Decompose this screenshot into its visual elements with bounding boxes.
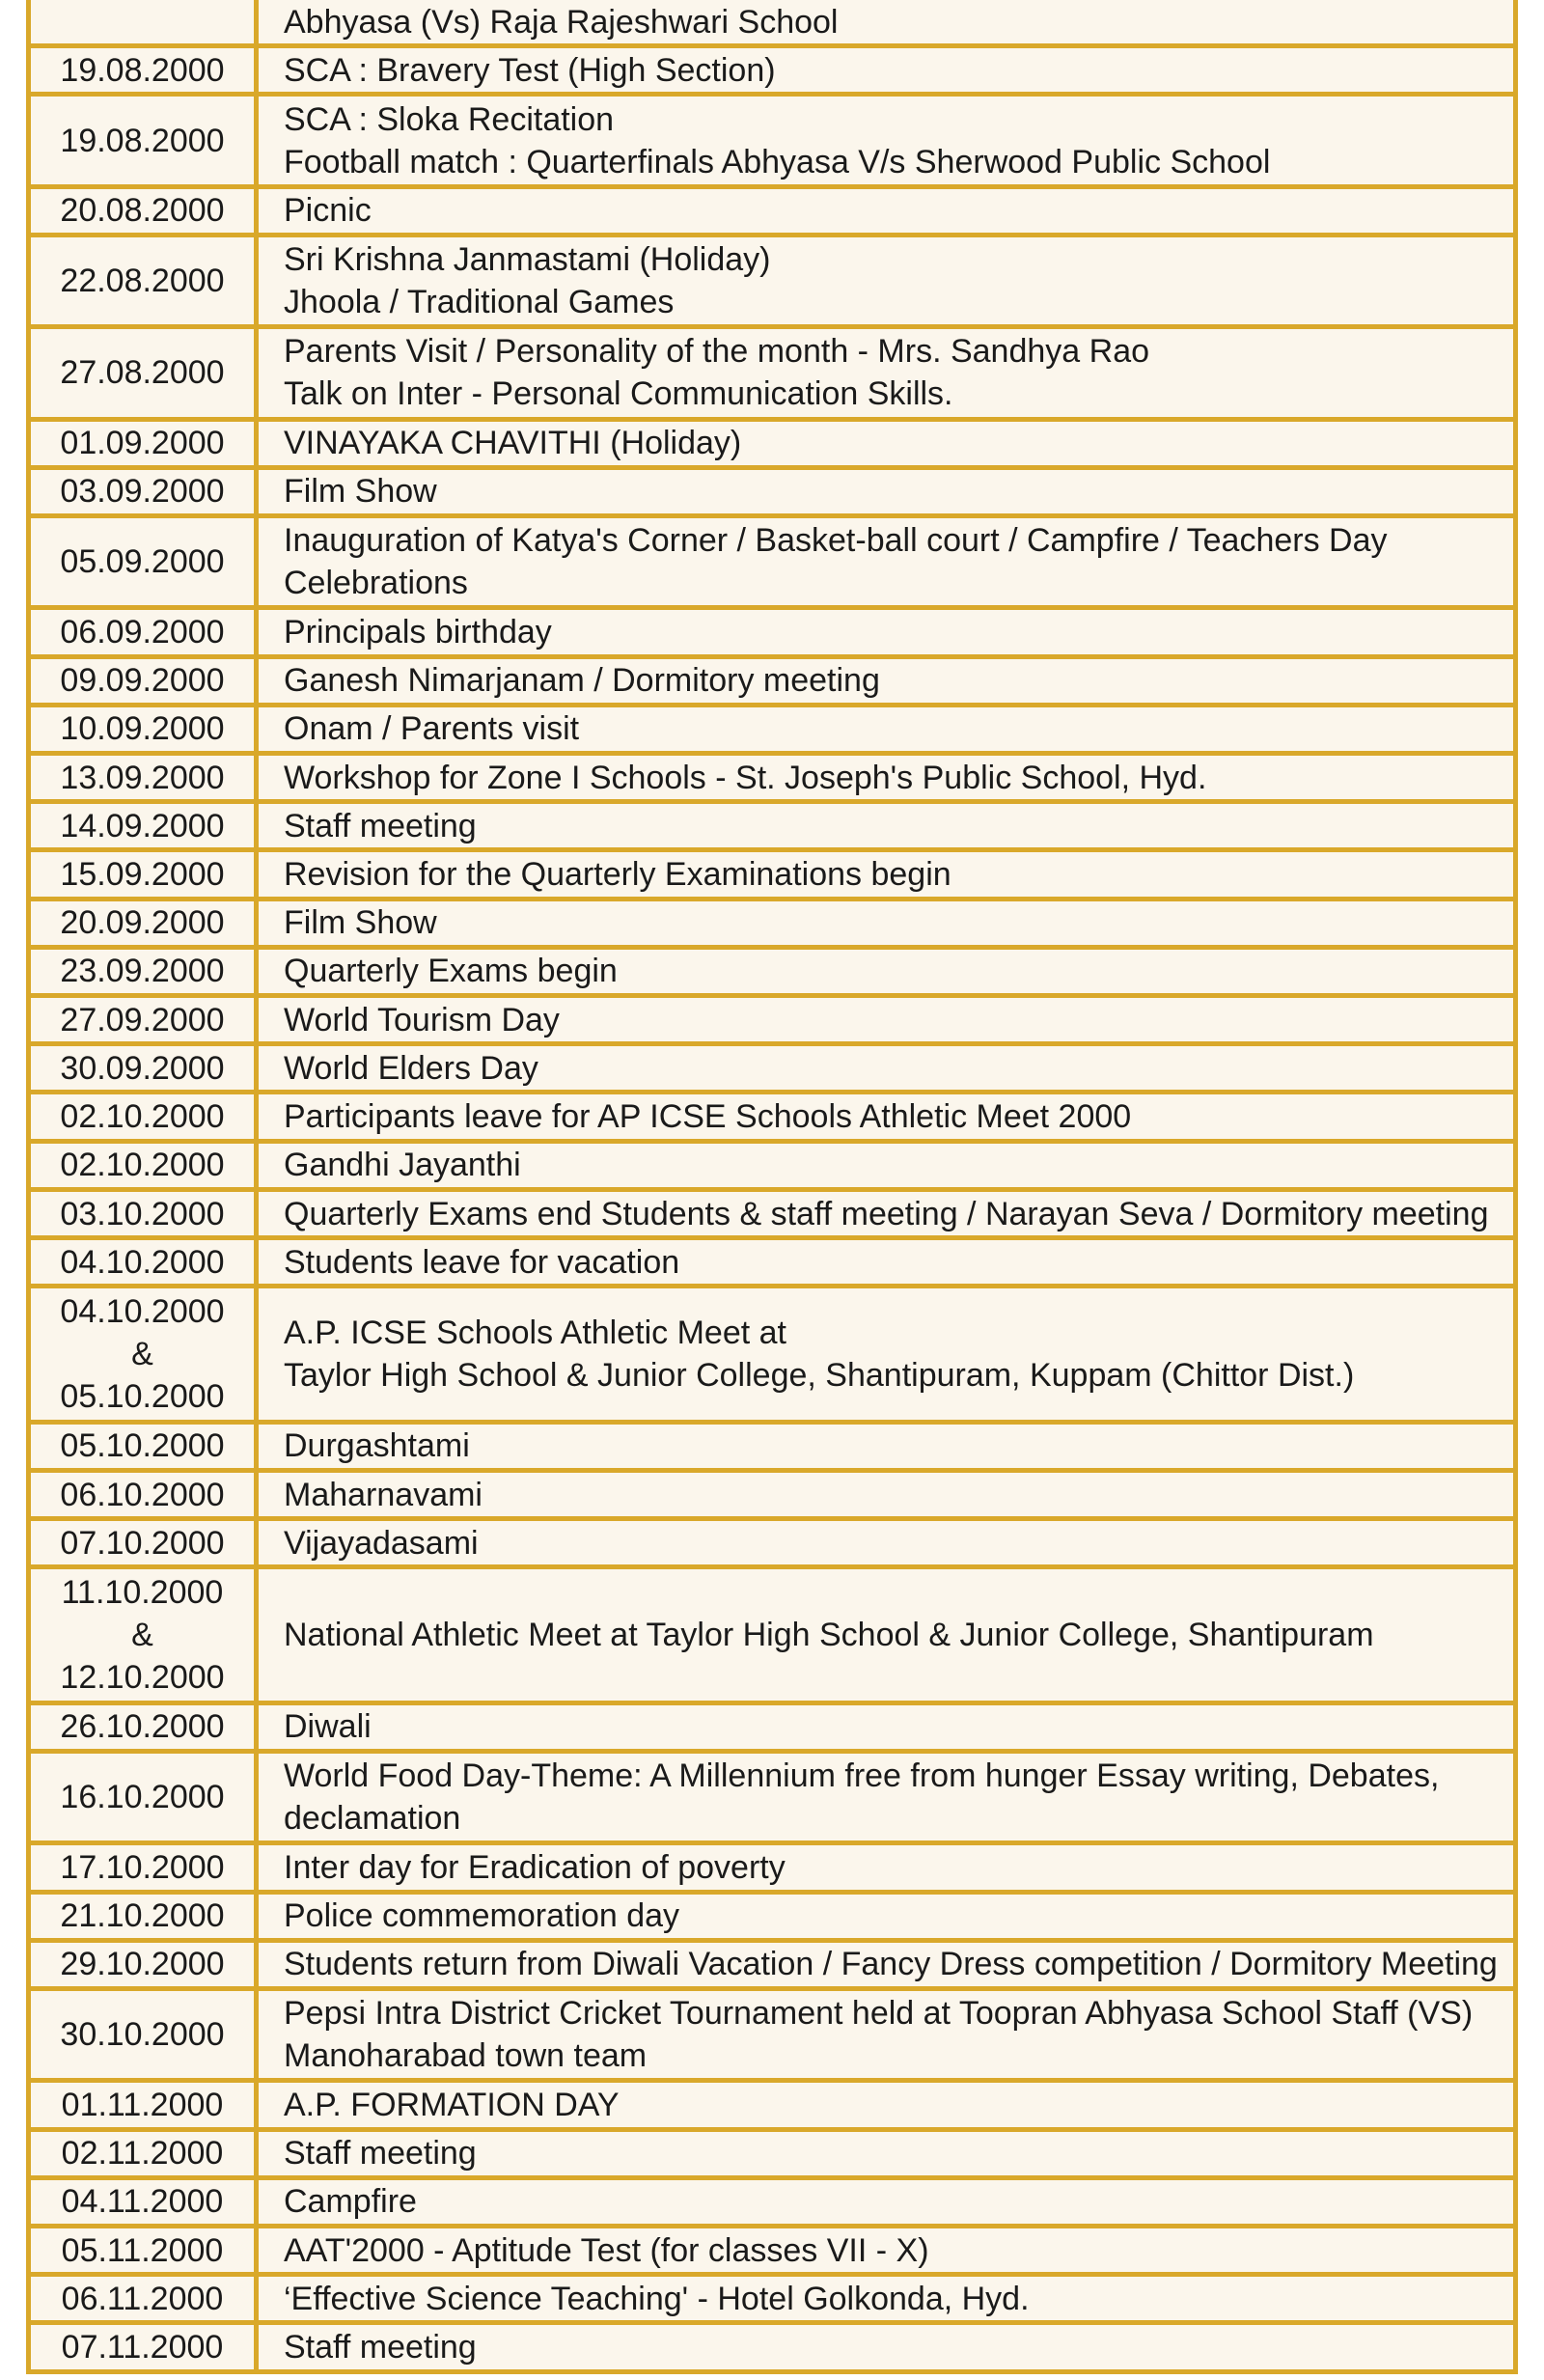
event-text: World Tourism Day <box>284 1001 560 1038</box>
event-cell <box>257 515 1516 607</box>
date-text: 05.09.2000 <box>60 543 225 581</box>
table-row <box>29 1989 1516 2081</box>
date-text: 23.09.2000 <box>60 953 225 990</box>
date-cell <box>29 899 257 947</box>
event-cell <box>257 1702 1516 1751</box>
event-text: Vijayadasami <box>284 1524 479 1562</box>
date-text: 02.11.2000 <box>61 2135 224 2172</box>
date-cell <box>29 947 257 995</box>
date-cell <box>29 1470 257 1518</box>
date-text: & <box>131 1336 153 1373</box>
event-text: Workshop for Zone I Schools - St. Joseph's Public School, Hyd. <box>284 759 1207 796</box>
date-cell <box>29 1141 257 1189</box>
event-cell <box>257 1519 1516 1567</box>
date-text: 20.08.2000 <box>60 192 225 230</box>
table-row <box>29 2275 1516 2323</box>
date-text: 16.10.2000 <box>60 1779 225 1816</box>
event-text: VINAYAKA CHAVITHI (Holiday) <box>284 425 742 462</box>
date-text: 09.09.2000 <box>60 662 225 700</box>
event-cell <box>257 235 1516 326</box>
events-table-body <box>29 0 1516 2372</box>
table-row <box>29 2177 1516 2226</box>
date-cell <box>29 1989 257 2081</box>
date-cell <box>29 46 257 95</box>
table-row <box>29 1519 1516 1567</box>
date-text: 26.10.2000 <box>60 1708 225 1746</box>
date-cell <box>29 2177 257 2226</box>
event-cell <box>257 656 1516 705</box>
date-cell <box>29 95 257 186</box>
date-cell <box>29 0 257 46</box>
date-text: 03.09.2000 <box>60 473 225 511</box>
event-cell <box>257 1189 1516 1237</box>
event-text: World Elders Day <box>284 1049 538 1087</box>
table-row <box>29 467 1516 515</box>
date-text: 02.10.2000 <box>60 1098 225 1136</box>
date-text: 04.10.2000 <box>60 1243 225 1281</box>
event-cell <box>257 1752 1516 1843</box>
event-text: Inauguration of Katya's Corner / Basket-ball court / Campfire / Teachers Day Celebrations <box>284 522 1388 602</box>
date-cell <box>29 2323 257 2372</box>
table-row <box>29 235 1516 326</box>
date-text: 05.11.2000 <box>61 2231 224 2269</box>
event-text: Inter day for Eradication of poverty <box>284 1848 786 1886</box>
event-text: Diwali <box>284 1708 372 1746</box>
date-text: 15.09.2000 <box>60 855 225 893</box>
date-text: 17.10.2000 <box>60 1848 225 1886</box>
date-text: & <box>131 1617 153 1654</box>
table-row <box>29 95 1516 186</box>
date-text: 07.11.2000 <box>61 2329 224 2366</box>
table-row <box>29 1093 1516 1141</box>
event-text: Students leave for vacation <box>284 1243 680 1281</box>
table-row <box>29 705 1516 753</box>
event-text: Talk on Inter - Personal Communication Skills. <box>284 375 953 413</box>
date-text: 27.09.2000 <box>60 1001 225 1038</box>
event-text: Durgashtami <box>284 1427 470 1465</box>
event-text: Gandhi Jayanthi <box>284 1147 521 1184</box>
table-row <box>29 947 1516 995</box>
date-cell <box>29 1519 257 1567</box>
date-cell <box>29 2275 257 2323</box>
table-row <box>29 186 1516 235</box>
event-cell <box>257 850 1516 899</box>
date-cell <box>29 996 257 1044</box>
date-cell <box>29 1093 257 1141</box>
date-cell <box>29 753 257 801</box>
event-text: Principals birthday <box>284 613 552 650</box>
date-text: 06.10.2000 <box>60 1476 225 1513</box>
table-row <box>29 1141 1516 1189</box>
event-cell <box>257 705 1516 753</box>
event-cell <box>257 1287 1516 1422</box>
date-cell <box>29 1843 257 1892</box>
date-cell <box>29 186 257 235</box>
event-cell <box>257 1567 1516 1702</box>
event-cell <box>257 1044 1516 1093</box>
event-text: Film Show <box>284 473 437 511</box>
event-cell <box>257 467 1516 515</box>
table-row <box>29 46 1516 95</box>
date-text: 21.10.2000 <box>60 1897 225 1935</box>
date-cell <box>29 235 257 326</box>
date-cell <box>29 1567 257 1702</box>
date-cell <box>29 2081 257 2129</box>
event-cell <box>257 899 1516 947</box>
date-cell <box>29 1044 257 1093</box>
event-cell <box>257 2129 1516 2177</box>
table-row <box>29 2323 1516 2372</box>
date-cell <box>29 1940 257 1988</box>
date-cell <box>29 1702 257 1751</box>
date-text: 06.09.2000 <box>60 613 225 650</box>
event-text: Football match : Quarterfinals Abhyasa V/s Sherwood Public School <box>284 143 1271 180</box>
event-text: Staff meeting <box>284 807 477 844</box>
date-cell <box>29 850 257 899</box>
event-cell <box>257 2275 1516 2323</box>
event-cell <box>257 186 1516 235</box>
date-cell <box>29 1422 257 1470</box>
date-text: 19.08.2000 <box>60 122 225 159</box>
table-row <box>29 1189 1516 1237</box>
event-cell <box>257 802 1516 850</box>
event-cell <box>257 327 1516 419</box>
event-text: Picnic <box>284 192 372 230</box>
date-text: 13.09.2000 <box>60 759 225 796</box>
table-row <box>29 996 1516 1044</box>
table-row <box>29 1422 1516 1470</box>
event-cell <box>257 1470 1516 1518</box>
date-cell <box>29 608 257 656</box>
date-text: 04.11.2000 <box>61 2183 224 2221</box>
event-cell <box>257 46 1516 95</box>
event-text: Police commemoration day <box>284 1897 680 1935</box>
date-text: 11.10.2000 <box>61 1574 224 1612</box>
event-text: Film Show <box>284 904 437 942</box>
date-text: 20.09.2000 <box>60 904 225 942</box>
event-text: Sri Krishna Janmastami (Holiday) <box>284 241 771 279</box>
date-text: 03.10.2000 <box>60 1195 225 1232</box>
event-text: Abhyasa (Vs) Raja Rajeshwari School <box>284 3 839 41</box>
table-row <box>29 1238 1516 1287</box>
date-text: 12.10.2000 <box>60 1659 225 1697</box>
event-text: Maharnavami <box>284 1476 482 1513</box>
table-row <box>29 1940 1516 1988</box>
date-text: 30.10.2000 <box>60 2016 225 2054</box>
date-text: 02.10.2000 <box>60 1147 225 1184</box>
event-cell <box>257 1940 1516 1988</box>
event-cell <box>257 1422 1516 1470</box>
event-text: Ganesh Nimarjanam / Dormitory meeting <box>284 662 880 700</box>
event-text: Participants leave for AP ICSE Schools Athletic Meet 2000 <box>284 1098 1132 1136</box>
event-text: A.P. FORMATION DAY <box>284 2086 620 2123</box>
event-text: AAT'2000 - Aptitude Test (for classes VII - X) <box>284 2231 929 2269</box>
event-text: Quarterly Exams begin <box>284 953 618 990</box>
event-cell <box>257 1238 1516 1287</box>
table-row <box>29 2081 1516 2129</box>
table-row <box>29 1287 1516 1422</box>
date-text: 05.10.2000 <box>60 1378 225 1416</box>
date-cell <box>29 1189 257 1237</box>
table-row <box>29 327 1516 419</box>
date-text: 05.10.2000 <box>60 1427 225 1465</box>
table-row <box>29 1044 1516 1093</box>
date-cell <box>29 515 257 607</box>
date-cell <box>29 1892 257 1940</box>
event-text: Students return from Diwali Vacation / Fancy Dress competition / Dormitory Meeting <box>284 1946 1498 1983</box>
event-text: SCA : Sloka Recitation <box>284 100 615 138</box>
date-text: 01.11.2000 <box>61 2086 224 2123</box>
event-cell <box>257 2227 1516 2275</box>
event-text: Staff meeting <box>284 2135 477 2172</box>
event-cell <box>257 2323 1516 2372</box>
table-row <box>29 515 1516 607</box>
date-cell <box>29 705 257 753</box>
table-row <box>29 753 1516 801</box>
table-row <box>29 2129 1516 2177</box>
table-row <box>29 1702 1516 1751</box>
event-cell <box>257 1843 1516 1892</box>
date-cell <box>29 327 257 419</box>
event-cell <box>257 1141 1516 1189</box>
date-cell <box>29 419 257 467</box>
date-text: 04.10.2000 <box>60 1293 225 1331</box>
event-cell <box>257 947 1516 995</box>
table-row <box>29 899 1516 947</box>
table-row <box>29 1843 1516 1892</box>
event-cell <box>257 95 1516 186</box>
event-text: Revision for the Quarterly Examinations begin <box>284 855 951 893</box>
table-row <box>29 1752 1516 1843</box>
event-text: Pepsi Intra District Cricket Tournament held at Toopran Abhyasa School Staff (VS) Manoharabad town team <box>284 1995 1474 2075</box>
event-text: A.P. ICSE Schools Athletic Meet at <box>284 1315 786 1352</box>
date-cell <box>29 1752 257 1843</box>
date-text: 01.09.2000 <box>60 425 225 462</box>
table-row <box>29 2227 1516 2275</box>
date-cell <box>29 802 257 850</box>
events-table <box>26 0 1518 2374</box>
event-cell <box>257 996 1516 1044</box>
table-row <box>29 656 1516 705</box>
date-cell <box>29 2227 257 2275</box>
event-cell <box>257 1093 1516 1141</box>
event-text: National Athletic Meet at Taylor High School & Junior College, Shantipuram <box>284 1617 1374 1654</box>
date-text: 10.09.2000 <box>60 710 225 748</box>
date-text: 22.08.2000 <box>60 263 225 300</box>
event-cell <box>257 2081 1516 2129</box>
event-text: Staff meeting <box>284 2329 477 2366</box>
date-cell <box>29 656 257 705</box>
table-row <box>29 1567 1516 1702</box>
table-row <box>29 1470 1516 1518</box>
table-row <box>29 850 1516 899</box>
event-text: Jhoola / Traditional Games <box>284 284 675 321</box>
table-row <box>29 608 1516 656</box>
date-cell <box>29 467 257 515</box>
date-text: 14.09.2000 <box>60 807 225 844</box>
event-text: World Food Day-Theme: A Millennium free from hunger Essay writing, Debates, declamation <box>284 1757 1440 1838</box>
event-cell <box>257 2177 1516 2226</box>
event-text: Taylor High School & Junior College, Shantipuram, Kuppam (Chittor Dist.) <box>284 1357 1355 1395</box>
event-cell <box>257 419 1516 467</box>
event-text: ‘Effective Science Teaching' - Hotel Golkonda, Hyd. <box>284 2280 1030 2317</box>
table-row <box>29 419 1516 467</box>
date-text: 27.08.2000 <box>60 354 225 392</box>
date-cell <box>29 2129 257 2177</box>
event-cell <box>257 0 1516 46</box>
event-cell <box>257 608 1516 656</box>
date-text: 06.11.2000 <box>61 2280 224 2317</box>
date-text: 07.10.2000 <box>60 1524 225 1562</box>
date-cell <box>29 1238 257 1287</box>
date-cell <box>29 1287 257 1422</box>
table-row <box>29 0 1516 46</box>
date-text: 29.10.2000 <box>60 1946 225 1983</box>
event-text: Quarterly Exams end Students & staff meeting / Narayan Seva / Dormitory meeting <box>284 1195 1489 1232</box>
table-row <box>29 802 1516 850</box>
event-text: Campfire <box>284 2183 417 2221</box>
table-row <box>29 1892 1516 1940</box>
event-cell <box>257 1989 1516 2081</box>
date-text: 19.08.2000 <box>60 51 225 89</box>
event-text: Parents Visit / Personality of the month - Mrs. Sandhya Rao <box>284 333 1150 371</box>
event-cell <box>257 753 1516 801</box>
event-text: SCA : Bravery Test (High Section) <box>284 51 776 89</box>
date-text: 30.09.2000 <box>60 1049 225 1087</box>
event-cell <box>257 1892 1516 1940</box>
event-text: Onam / Parents visit <box>284 710 580 748</box>
